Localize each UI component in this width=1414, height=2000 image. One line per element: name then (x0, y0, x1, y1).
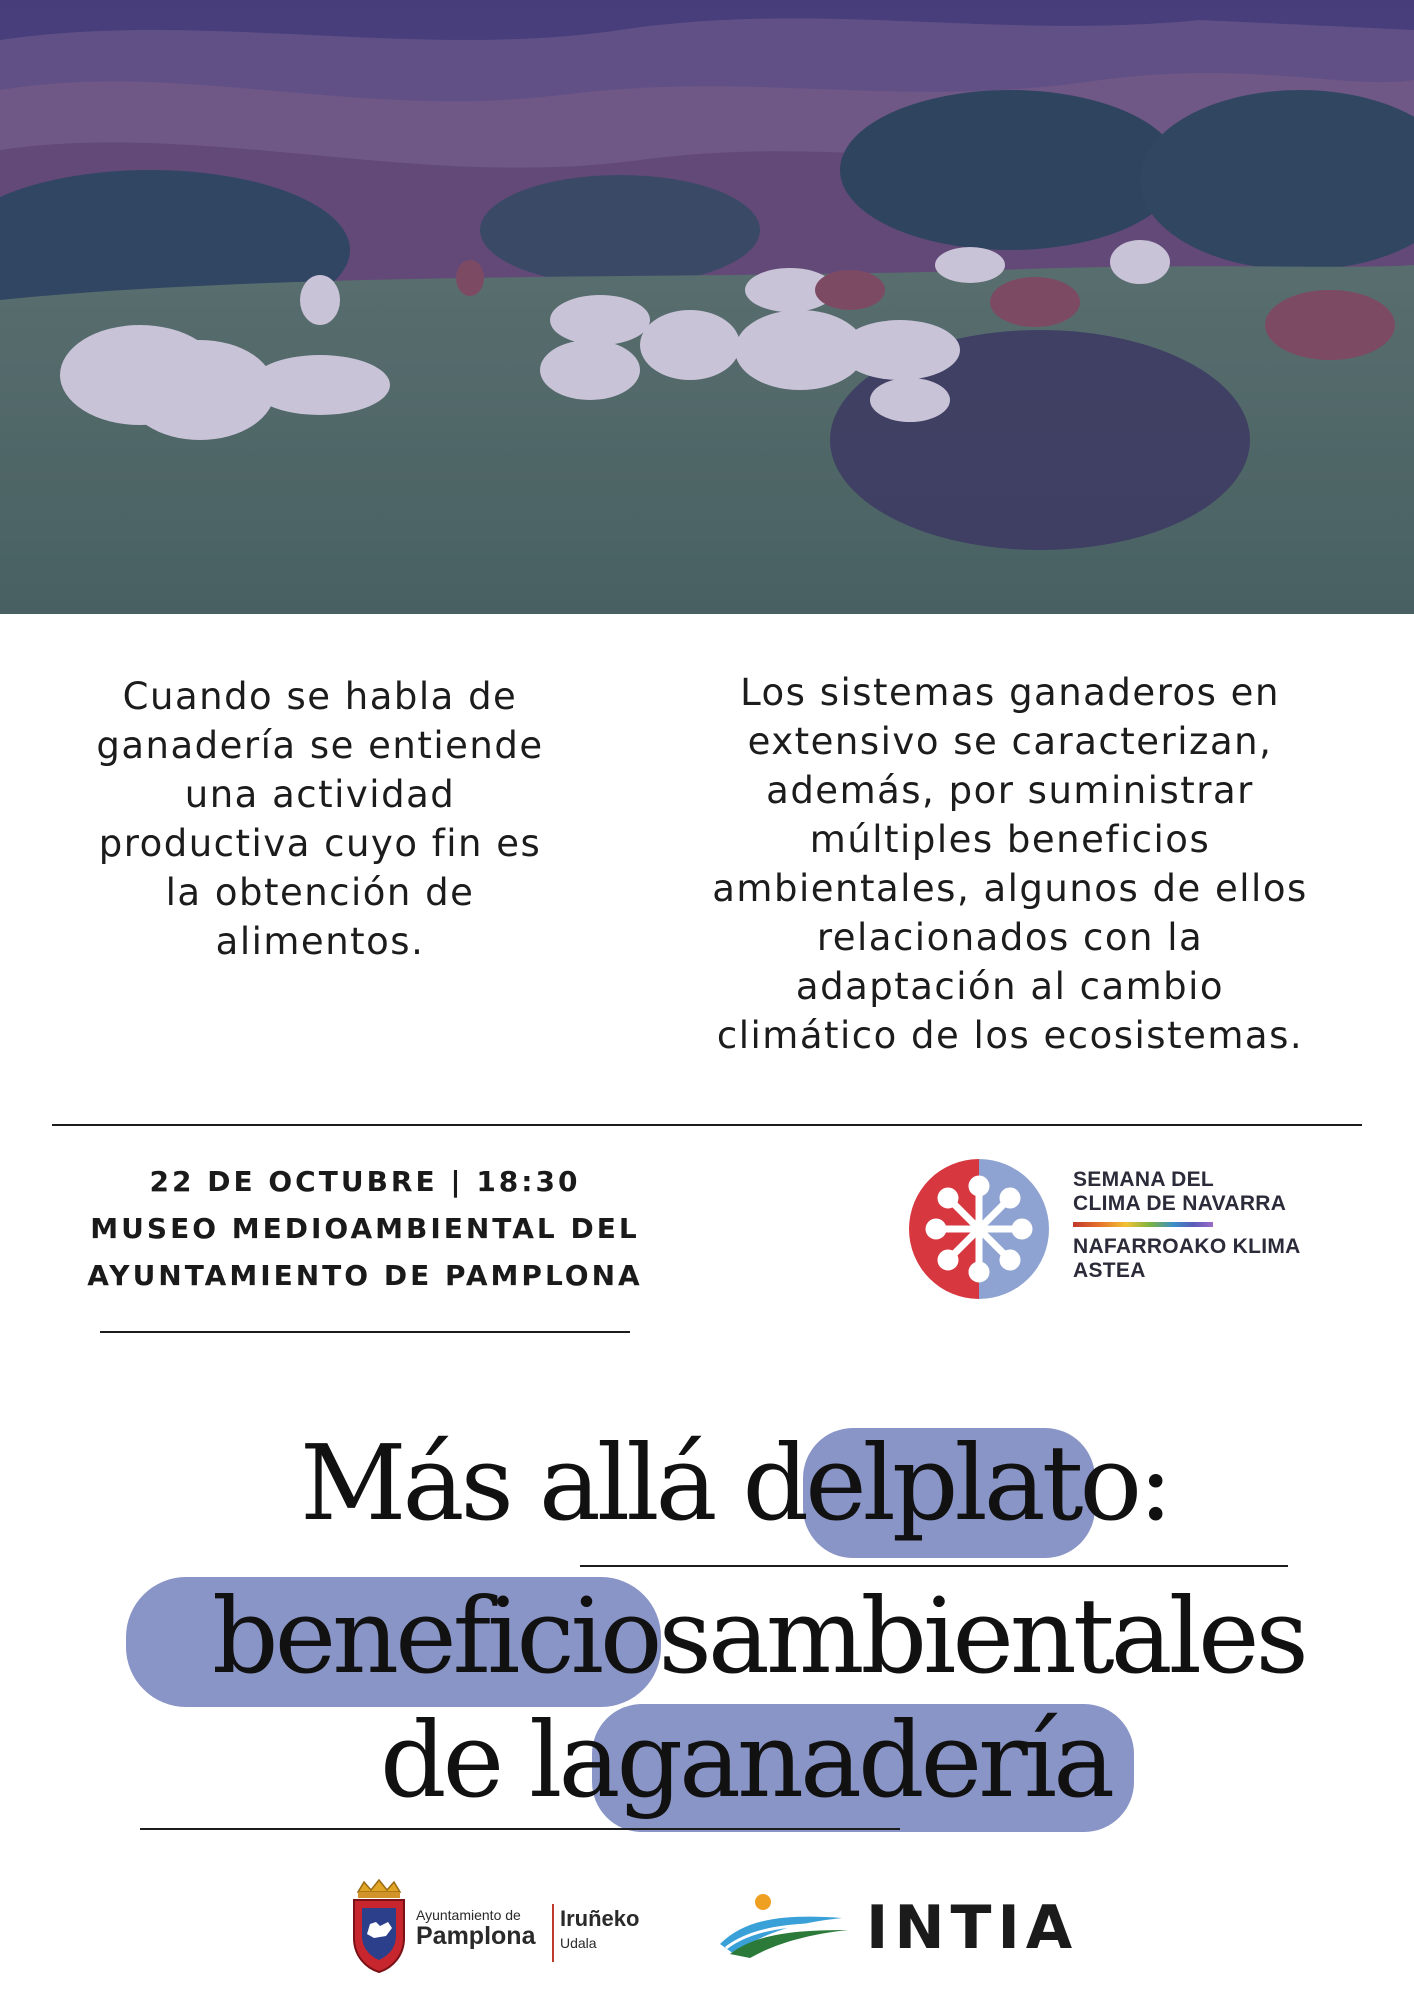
intia-swoosh-icon (716, 1888, 856, 1968)
event-details (60, 1158, 670, 1299)
headline-underline (580, 1565, 1288, 1567)
badge-line: ASTEA (1073, 1259, 1146, 1282)
header-photo (0, 0, 1414, 614)
snowflake-sun-icon (908, 1158, 1050, 1300)
intro-left-line: productiva cuyo fin es (98, 822, 542, 865)
headline-underline (140, 1828, 900, 1830)
intro-right-line: además, por suministrar (766, 769, 1254, 812)
intro-right-line: adaptación al cambio (795, 965, 1225, 1008)
intro-left-paragraph (60, 672, 580, 966)
pamplona-label: Pamplona (416, 1922, 536, 1950)
headline-text: de la (380, 1699, 617, 1821)
sheep-photo-image (0, 0, 1414, 614)
intro-right-line: climático de los ecosistemas. (716, 1014, 1304, 1057)
section-divider (52, 1124, 1362, 1126)
intro-right-line: relacionados con la (816, 916, 1204, 959)
intia-logo (716, 1888, 1096, 1968)
intro-left-line: alimentos. (215, 920, 425, 963)
event-underline (100, 1331, 630, 1333)
intro-right-line: Los sistemas ganaderos en (740, 671, 1280, 714)
badge-line: SEMANA DEL (1073, 1168, 1215, 1191)
logo-separator (552, 1904, 554, 1962)
rainbow-stripe (1073, 1222, 1213, 1227)
intro-left-line: la obtención de (165, 871, 475, 914)
intro-right-paragraph (670, 668, 1350, 1060)
headline-text: ambientales (707, 1575, 1305, 1697)
intro-right-line: extensivo se caracterizan, (747, 720, 1273, 763)
headline-highlight-text: plato: (891, 1422, 1170, 1544)
intro-right-line: múltiples beneficios (809, 818, 1211, 861)
ayuntamiento-pamplona-logo (346, 1878, 666, 1978)
intro-right-line: ambientales, algunos de ellos (712, 867, 1308, 910)
intro-left-line: una actividad (184, 773, 456, 816)
headline-line-3 (380, 1700, 1140, 1820)
semana-clima-badge (908, 1158, 1358, 1304)
badge-line: NAFARROAKO KLIMA (1073, 1235, 1301, 1258)
intia-wordmark: INTIA (866, 1893, 1079, 1963)
ayuntamiento-label: Ayuntamiento de (416, 1907, 521, 1923)
headline-highlight-text: ganadería (616, 1699, 1112, 1821)
intro-left-line: Cuando se habla de (122, 675, 518, 718)
headline-line-2 (212, 1575, 1305, 1697)
badge-line: CLIMA DE NAVARRA (1073, 1192, 1287, 1215)
event-venue-line: MUSEO MEDIOAMBIENTAL DEL (90, 1212, 640, 1245)
headline-text: Más allá del (300, 1422, 892, 1544)
headline-line-1 (300, 1422, 1170, 1544)
intro-left-line: ganadería se entiende (96, 724, 544, 767)
irunako-label: Iruñeko (560, 1906, 640, 1931)
event-venue-line: AYUNTAMIENTO DE PAMPLONA (87, 1259, 643, 1292)
event-date-time: 22 DE OCTUBRE | 18:30 (149, 1165, 581, 1198)
badge-text (1073, 1168, 1301, 1283)
coat-of-arms-icon (346, 1878, 412, 1974)
headline-highlight-text: beneficios (212, 1575, 708, 1697)
udala-label: Udala (560, 1935, 597, 1951)
